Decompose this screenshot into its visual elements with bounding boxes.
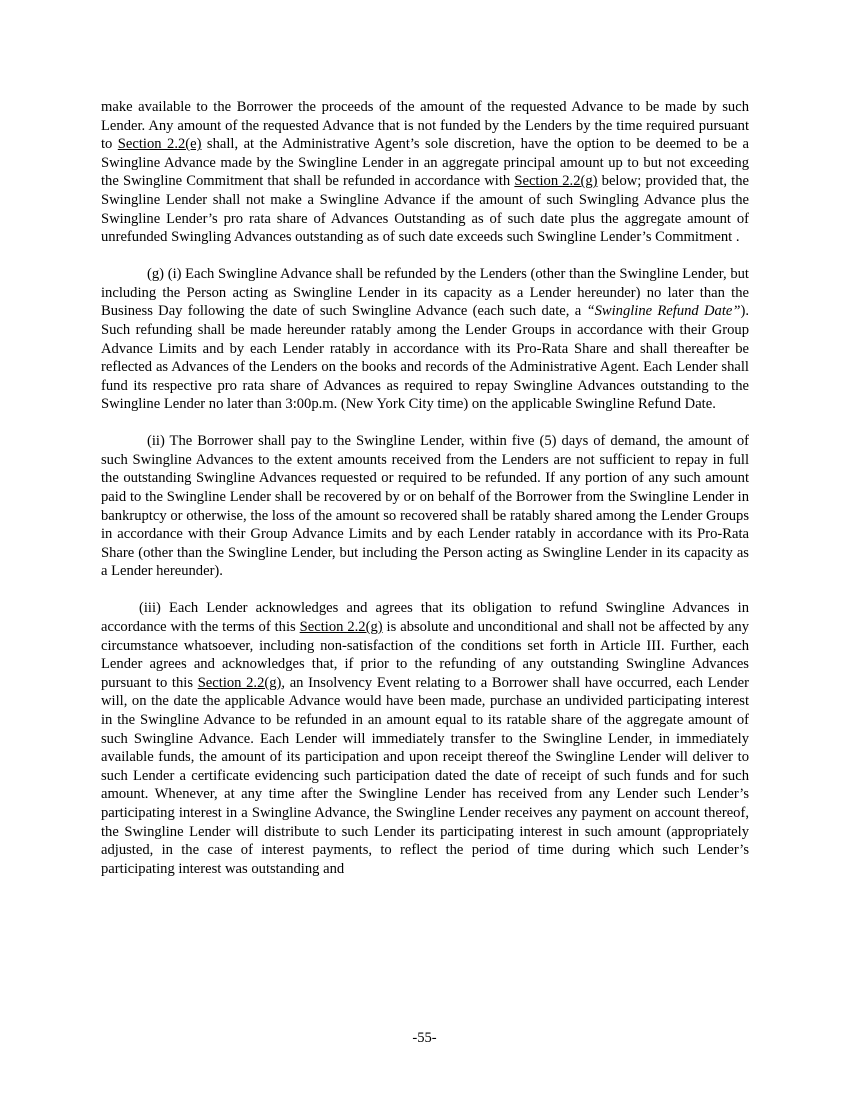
paragraph-text: (ii) The Borrower shall pay to the Swingline Lender, within five (5) days of demand, the amount of such Swingline Advances to the extent amounts received from the Lenders are not sufficient to repay in full the outstanding Swingline Advances requested or required to be refunded. If any portion of any such amount paid to the Swingline Lender shall be recovered by or on behalf of the Borrower from the Swingline Lender in bankruptcy or otherwise, the loss of the amount so recovered shall be ratably shared among the Lender Groups in accordance with their Group Advance Limits and by each Lender ratably in accordance with its Pro-Rata Share (other than the Swingline Lender, but including the Person acting as Swingline Lender in its capacity as a Lender hereunder).	[101, 433, 749, 580]
paragraph-g-i	[101, 265, 749, 414]
paragraph-text: , an Insolvency Event relating to a Borrower shall have occurred, each Lender will, on the date the applicable Advance would have been made, purchase an undivided participating interest in the Swingline Advance to be refunded in an amount equal to its ratable share of the aggregate amount of such Swingline Advance. Each Lender will immediately transfer to the Swingline Lender, in immediately available funds, the amount of its participation and upon receipt thereof the Swingline Lender will deliver to such Lender a certificate evidencing such participation dated the date of receipt of such funds and for such amount. Whenever, at any time after the Swingline Lender has received from any Lender such Lender’s participating interest in a Swingline Advance, the Swingline Lender receives any payment on account thereof, the Swingline Lender will distribute to such Lender its participating interest in such amount (appropriately adjusted, in the case of interest payments, to reflect the period of time during which such Lender’s participating interest was outstanding and	[101, 674, 749, 877]
paragraph-text: make available to the Borrower the proceeds of the amount of the requested Advance to be made by such Lender. Any amount of the requested Advance that is not funded by the Lenders by the time required pursuant to	[101, 99, 749, 153]
section-reference: Section 2.2(g)	[299, 619, 383, 636]
paragraph-text: (g) (i) Each Swingline Advance shall be refunded by the Lenders (other than the Swingline Lender, but including the Person acting as Swingline Lender in its capacity as a Lender hereunder) no later than the Business Day following the date of such Swingline Advance (each such date, a	[101, 266, 749, 320]
paragraph-text: shall, at the Administrative Agent’s sole discretion, have the option to be deemed to be a Swingline Advance made by the Swingline Lender in an aggregate principal amount up to but not exceeding the Swingline Commitment that shall be refunded in accordance with	[101, 136, 749, 190]
page-number: -55-	[412, 1030, 437, 1046]
section-reference: Section 2.2(g)	[514, 173, 598, 190]
paragraph-text: ). Such refunding shall be made hereunder ratably among the Lender Groups in accordance with their Group Advance Limits and by each Lender ratably in accordance with its Pro-Rata Share and shall thereafter be reflected as Advances of the Lenders on the books and records of the Administrative Agent. Each Lender shall fund its respective pro rata share of Advances as required to repay Swingline Advances outstanding to the Swingline Lender no later than 3:00p.m. (New York City time) on the applicable Swingline Refund Date.	[101, 303, 749, 413]
paragraph-text: is absolute and unconditional and shall not be affected by any circumstance whatsoever, including non-satisfaction of the conditions set forth in Article III. Further, each Lender agrees and acknowledges that, if prior to the refunding of any outstanding Swingline Advances pursuant to this	[101, 619, 749, 691]
paragraph-iii	[101, 599, 749, 878]
paragraph-swingline-funding	[101, 98, 749, 247]
paragraph-ii	[101, 432, 749, 581]
document-page	[101, 98, 749, 897]
section-reference: Section 2.2(e)	[117, 136, 202, 153]
section-reference: Section 2.2(g)	[197, 674, 282, 691]
paragraph-text: (iii) Each Lender acknowledges and agrees that its obligation to refund Swingline Advances in accordance with the terms of this	[101, 600, 749, 636]
paragraph-text: below; provided that, the Swingline Lender shall not make a Swingline Advance if the amount of such Swingling Advance plus the Swingline Lender’s pro rata share of Advances Outstanding as of such date plus the aggregate amount of unrefunded Swingling Advances outstanding as of such date exceeds such Swingline Lender’s Commitment .	[101, 173, 749, 246]
defined-term: “Swingline Refund Date”	[586, 303, 741, 320]
